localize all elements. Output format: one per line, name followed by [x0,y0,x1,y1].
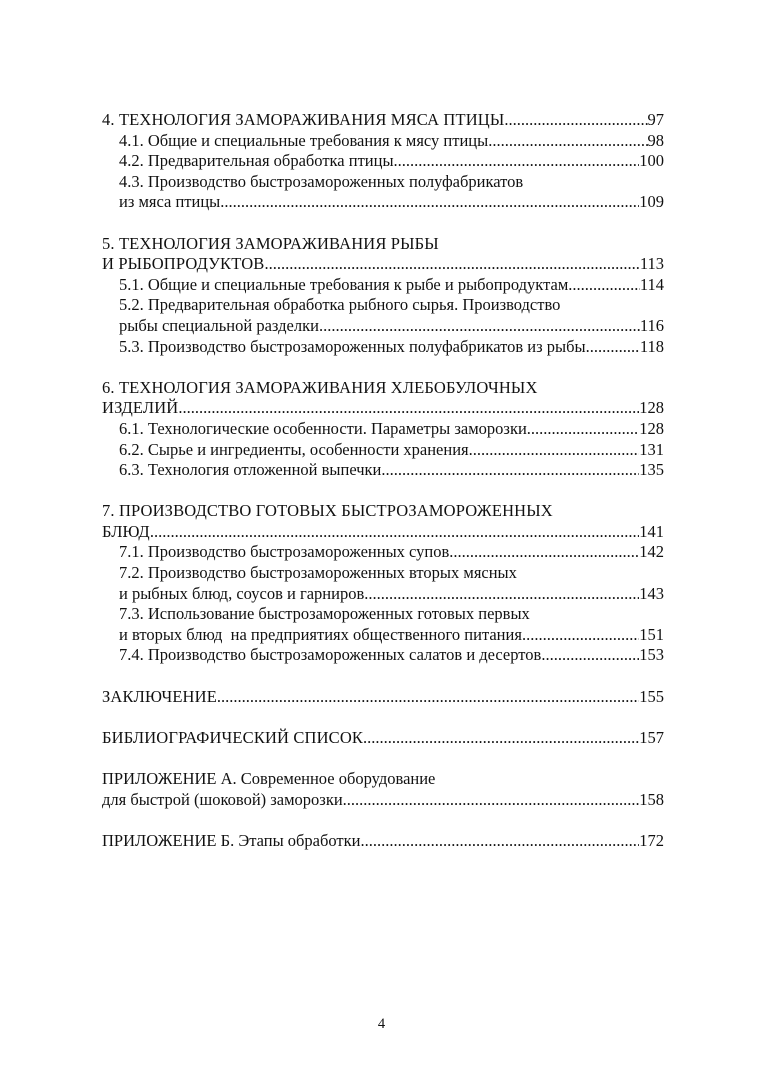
toc-entry-chapter-5 [102,254,664,275]
dot-leader [449,542,639,563]
toc-spacer [102,666,664,687]
toc-entry-section-7-2 [102,584,664,605]
toc-entry-section-7-3-line1 [102,604,664,625]
toc-entry-title: 6. ТЕХНОЛОГИЯ ЗАМОРАЖИВАНИЯ ХЛЕБОБУЛОЧНЫХ [102,377,538,397]
dot-leader [568,275,640,296]
dot-leader [541,645,639,666]
toc-entry-bibliography [102,728,664,749]
toc-spacer [102,481,664,502]
toc-entry-conclusion [102,687,664,708]
toc-entry-page: 142 [639,542,664,562]
toc-entry-title: 5.1. Общие и специальные требования к рыбе и рыбопродуктам [119,274,569,294]
toc-entry-title-continued: и вторых блюд на предприятиях общественного питания [119,624,522,644]
dot-leader [217,687,639,708]
toc-entry-page: 98 [647,130,664,150]
dot-leader [363,728,639,749]
dot-leader [522,625,639,646]
toc-entry-page: 131 [639,439,664,459]
toc-spacer [102,810,664,831]
toc-entry-title-continued: рыбы специальной разделки [119,315,319,335]
toc-entry-section-5-3 [102,337,664,358]
table-of-contents [102,110,664,851]
toc-entry-chapter-6 [102,398,664,419]
toc-entry-appendix-b [102,831,664,852]
toc-entry-title: 4.1. Общие и специальные требования к мясу птицы [119,130,489,150]
dot-leader [586,337,640,358]
dot-leader [488,131,647,152]
toc-entry-title: 4. ТЕХНОЛОГИЯ ЗАМОРАЖИВАНИЯ МЯСА ПТИЦЫ [102,110,505,129]
dot-leader [364,584,639,605]
toc-entry-section-4-2 [102,151,664,172]
toc-entry-section-7-3 [102,625,664,646]
toc-entry-page: 135 [639,460,664,480]
dot-leader [381,460,639,481]
toc-entry-page: 172 [639,830,664,850]
dot-leader [220,192,639,213]
toc-entry-title: 5.3. Производство быстрозамороженных полуфабрикатов из рыбы [119,336,586,356]
toc-entry-section-5-2-line1 [102,295,664,316]
dot-leader [150,522,639,543]
toc-entry-page: 153 [639,645,664,665]
toc-entry-section-7-4 [102,645,664,666]
toc-entry-title: 7. ПРОИЗВОДСТВО ГОТОВЫХ БЫСТРОЗАМОРОЖЕННЫХ [102,501,553,521]
toc-entry-section-4-1 [102,131,664,152]
toc-entry-page: 97 [647,110,664,129]
toc-entry-page: 113 [639,254,664,274]
toc-entry-page: 158 [639,789,664,809]
toc-entry-chapter-4 [102,110,664,131]
toc-entry-page: 100 [639,151,664,171]
toc-entry-title: ПРИЛОЖЕНИЕ А. Современное оборудование [102,769,436,788]
toc-entry-page: 141 [639,521,664,541]
toc-entry-page: 151 [639,624,664,644]
toc-entry-title: ПРИЛОЖЕНИЕ Б. Этапы обработки [102,830,361,850]
toc-entry-page: 114 [639,274,664,294]
toc-entry-section-6-3 [102,460,664,481]
toc-entry-title: 7.2. Производство быстрозамороженных вторых мясных [119,563,517,583]
toc-entry-title-continued: и рыбных блюд, соусов и гарниров [119,583,365,603]
toc-entry-section-4-3-line1 [102,172,664,193]
toc-entry-section-6-1 [102,419,664,440]
toc-entry-title: 7.1. Производство быстрозамороженных супов [119,542,450,562]
toc-entry-title-continued: из мяса птицы [119,192,221,212]
toc-entry-title: 4.2. Предварительная обработка птицы [119,151,394,171]
dot-leader [394,151,640,172]
dot-leader [360,831,639,852]
toc-entry-section-4-3 [102,192,664,213]
toc-entry-section-5-2 [102,316,664,337]
toc-entry-appendix-a [102,790,664,811]
toc-entry-chapter-7-line1 [102,501,664,522]
toc-entry-title: 4.3. Производство быстрозамороженных полуфабрикатов [119,171,524,191]
dot-leader [264,254,639,275]
dot-leader [343,790,640,811]
toc-entry-page: 155 [639,686,664,706]
toc-entry-chapter-7 [102,522,664,543]
toc-entry-title: ЗАКЛЮЧЕНИЕ [102,686,217,706]
toc-entry-title-continued: ИЗДЕЛИЙ [102,398,179,418]
toc-entry-title-continued: И РЫБОПРОДУКТОВ [102,254,265,274]
toc-entry-page: 118 [639,336,664,356]
toc-entry-page: 143 [639,583,664,603]
dot-leader [469,440,640,461]
toc-entry-title-continued: для быстрой (шоковой) заморозки [102,789,343,809]
toc-entry-section-7-2-line1 [102,563,664,584]
toc-entry-title: 5. ТЕХНОЛОГИЯ ЗАМОРАЖИВАНИЯ РЫБЫ [102,233,439,253]
toc-entry-chapter-5-line1 [102,234,664,255]
toc-entry-page: 157 [639,727,664,747]
toc-entry-section-6-2 [102,440,664,461]
toc-entry-section-5-1 [102,275,664,296]
toc-entry-title: 7.4. Производство быстрозамороженных салатов и десертов [119,645,542,665]
toc-entry-chapter-6-line1 [102,378,664,399]
page-number: 4 [377,1016,386,1032]
toc-entry-title: БИБЛИОГРАФИЧЕСКИЙ СПИСОК [102,727,364,747]
toc-spacer [102,748,664,769]
toc-entry-title-continued: БЛЮД [102,521,150,541]
toc-entry-page: 109 [639,192,664,212]
toc-entry-title: 6.3. Технология отложенной выпечки [119,460,382,480]
toc-spacer [102,707,664,728]
toc-entry-page: 116 [639,315,664,335]
toc-entry-title: 6.1. Технологические особенности. Параметры заморозки [119,418,527,438]
dot-leader [504,110,647,131]
dot-leader [319,316,640,337]
toc-entry-title: 7.3. Использование быстрозамороженных готовых первых [119,604,530,624]
toc-entry-page: 128 [639,418,664,438]
toc-entry-appendix-a-line1 [102,769,664,790]
toc-spacer [102,213,664,234]
toc-spacer [102,357,664,378]
toc-entry-section-7-1 [102,542,664,563]
toc-entry-page: 128 [639,398,664,418]
toc-entry-title: 5.2. Предварительная обработка рыбного сырья. Производство [119,295,561,315]
dot-leader [178,398,639,419]
toc-entry-title: 6.2. Сырье и ингредиенты, особенности хранения [119,439,469,459]
dot-leader [527,419,639,440]
